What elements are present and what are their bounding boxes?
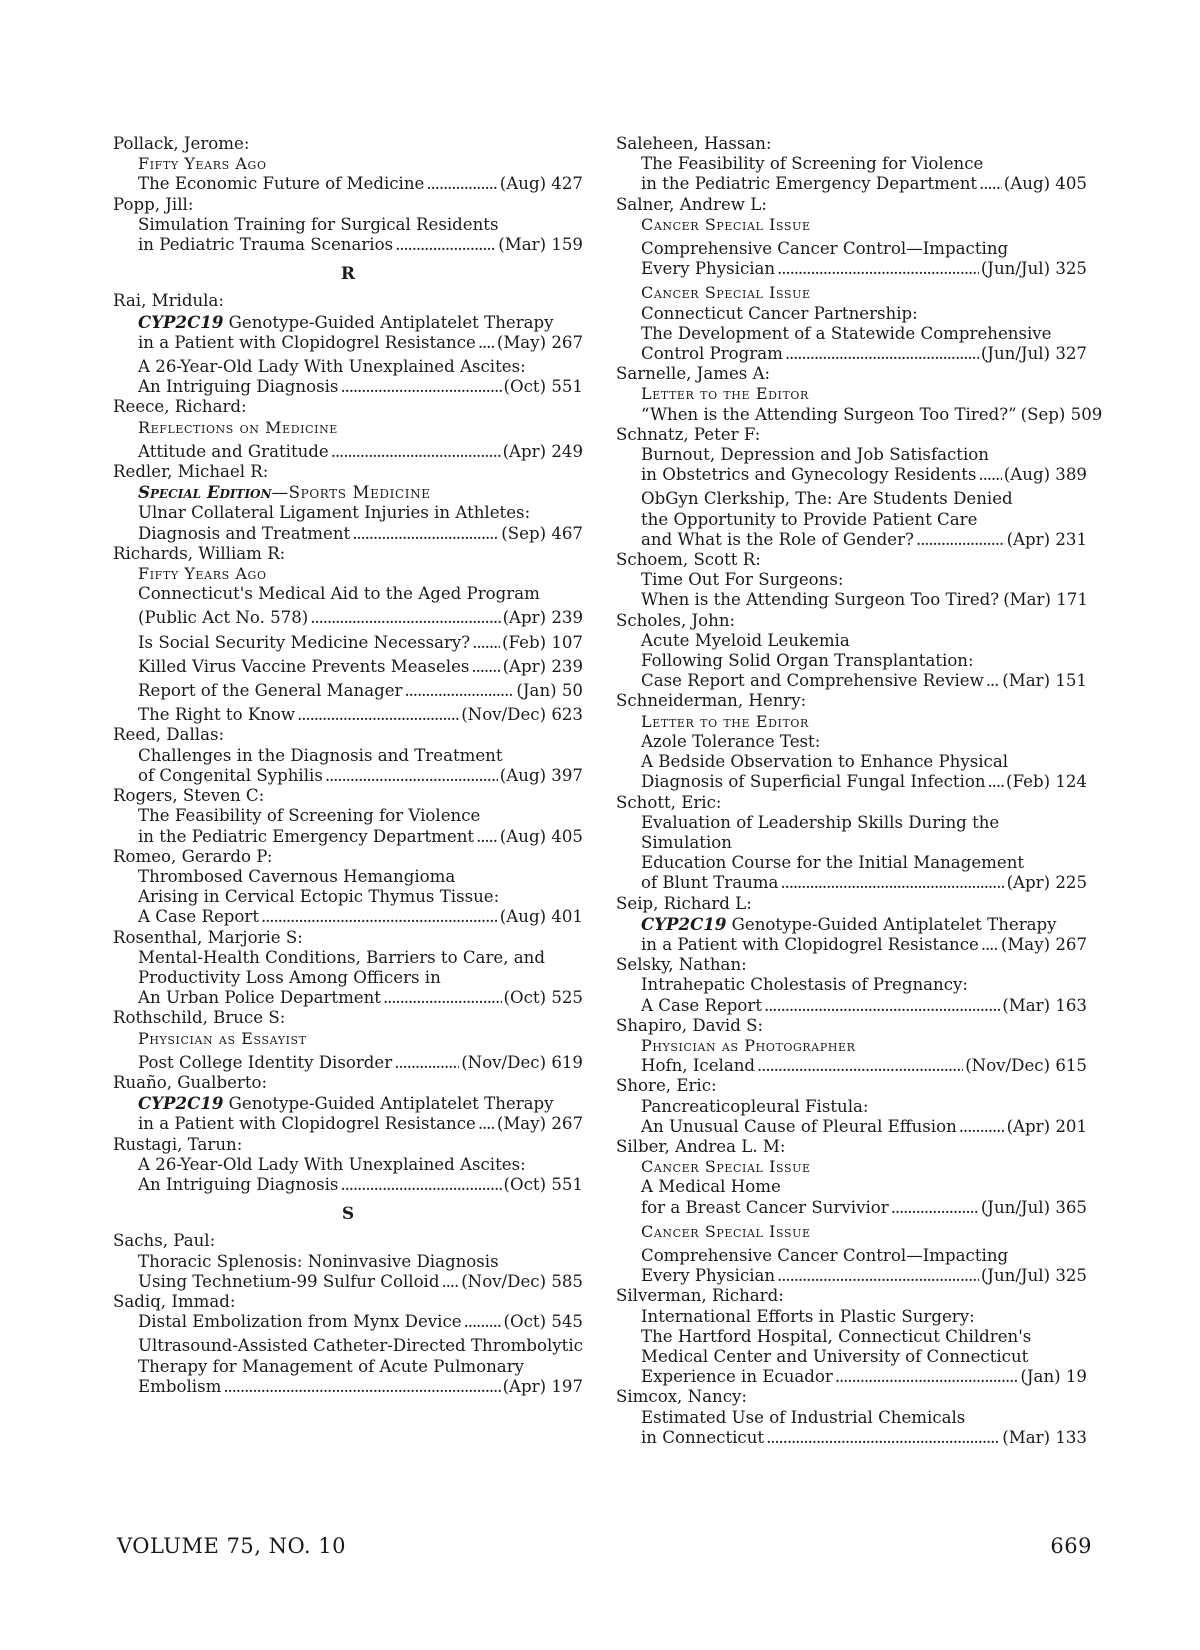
citation: (Oct) 551 (503, 1174, 583, 1194)
dot-leader (464, 1312, 502, 1332)
author-name: Salner, Andrew L: (616, 194, 767, 214)
entry-text: Comprehensive Cancer Control—Impacting (641, 239, 1009, 259)
author-name: Rai, Mridula: (113, 291, 224, 311)
dot-leader (978, 465, 1001, 485)
entry-title: (Public Act No. 578) (138, 608, 309, 628)
entry-title-line (113, 806, 583, 826)
entry-text: Productivity Loss Among Officers in (138, 967, 441, 987)
citation: (Feb) 124 (1006, 772, 1087, 792)
entry-title-line (616, 914, 1087, 935)
author-name: Schott, Eric: (616, 792, 722, 812)
entry-title-line (113, 887, 583, 907)
entry-title-line (113, 746, 583, 766)
index-column-right (616, 134, 1103, 1448)
section-label: Reflections on Medicine (138, 417, 338, 437)
entry-title-line (616, 570, 1087, 590)
dot-leader (959, 1117, 1005, 1137)
author-name: Schneiderman, Henry: (616, 691, 807, 711)
dot-leader (352, 524, 499, 544)
dot-leader (891, 1198, 979, 1218)
entry-title-line (113, 482, 583, 503)
entry-text: Evaluation of Leadership Skills During the Simulation (641, 812, 1000, 852)
citation: (Apr) 201 (1006, 1116, 1087, 1136)
section-label: Fifty Years Ago (138, 154, 267, 174)
entry-title-line (113, 1357, 583, 1377)
dot-leader (478, 333, 495, 353)
entry-title-line (616, 1177, 1087, 1197)
dot-leader (764, 996, 1000, 1016)
section-label: Cancer Special Issue (641, 1221, 811, 1241)
citation: (Apr) 239 (502, 656, 583, 676)
entry-title-line (616, 154, 1087, 174)
entry-text: Thrombosed Cavernous Hemangioma (138, 866, 456, 886)
entry-text: Comprehensive Cancer Control—Impacting (641, 1245, 1009, 1265)
page-number: 669 (1050, 1534, 1092, 1558)
entry-row (113, 235, 583, 255)
dot-leader (471, 657, 500, 677)
author-name: Ruaño, Gualberto: (113, 1072, 268, 1092)
section-label: Physician as Photographer (641, 1035, 856, 1055)
entry-text: Genotype-Guided Antiplatelet Therapy (223, 312, 554, 332)
entry-title-line (113, 503, 583, 523)
citation: (Nov/Dec) 615 (965, 1056, 1087, 1076)
author-name: Rogers, Steven C: (113, 786, 265, 806)
dot-leader (785, 344, 979, 364)
entry-text: The Feasibility of Screening for Violence (138, 806, 481, 826)
entry-text: International Efforts in Plastic Surgery: (641, 1306, 975, 1326)
citation: (Apr) 225 (1006, 873, 1087, 893)
entry-title: Every Physician (641, 1266, 776, 1286)
author-name: Richards, William R: (113, 543, 286, 563)
entry-title-line (616, 1307, 1087, 1327)
entry-title: Attitude and Gratitude (138, 441, 329, 461)
entry-title: Every Physician (641, 259, 776, 279)
author-name: Schoem, Scott R: (616, 550, 761, 570)
entry-title: in the Pediatric Emergency Department (138, 826, 475, 846)
entry-row (616, 1428, 1087, 1448)
entry-row (616, 1056, 1087, 1076)
entry-title: in a Patient with Clopidogrel Resistance (138, 332, 476, 352)
entry-row (113, 608, 583, 628)
entry-row (616, 671, 1087, 691)
entry-text: Therapy for Management of Acute Pulmonary (138, 1356, 525, 1376)
entry-row (616, 590, 1087, 610)
entry-title-line (616, 651, 1087, 671)
entry-text: Acute Myeloid Leukemia (641, 630, 850, 650)
citation: (Jan) 19 (1020, 1367, 1087, 1387)
entry-title-line (113, 584, 583, 604)
citation: (Jun/Jul) 325 (980, 259, 1087, 279)
dot-leader (310, 608, 500, 628)
citation: (Jun/Jul) 325 (980, 1266, 1087, 1286)
entry-title: for a Breast Cancer Survivior (641, 1197, 889, 1217)
author-name: Shapiro, David S: (616, 1015, 764, 1035)
entry-text: Ulnar Collateral Ligament Injuries in Athletes: (138, 503, 531, 523)
entry-row (616, 1117, 1087, 1137)
entry-text: Challenges in the Diagnosis and Treatment (138, 745, 503, 765)
citation: (Aug) 405 (499, 826, 583, 846)
entry-text: Burnout, Depression and Job Satisfaction (641, 445, 989, 465)
entry-title: A Case Report (138, 907, 259, 927)
author-name: Popp, Jill: (113, 194, 194, 214)
author-name: Reece, Richard: (113, 397, 247, 417)
entry-title-line (616, 1246, 1087, 1266)
citation: (Jun/Jul) 365 (980, 1197, 1087, 1217)
author-name: Seip, Richard L: (616, 893, 752, 913)
author-name: Silverman, Richard: (616, 1286, 784, 1306)
citation: (Mar) 159 (498, 235, 583, 255)
dot-leader (780, 873, 1004, 893)
entry-title-line (113, 1252, 583, 1272)
entry-title: Experience in Ecuador (641, 1367, 833, 1387)
entry-row (113, 705, 583, 725)
section-label: Cancer Special Issue (641, 1157, 811, 1177)
entry-row (616, 996, 1087, 1016)
dot-leader (383, 988, 502, 1008)
entry-title-line (113, 312, 583, 333)
author-name: Romeo, Gerardo P: (113, 846, 273, 866)
citation: (Mar) 133 (1002, 1427, 1087, 1447)
dot-leader (394, 1053, 459, 1073)
citation: (May) 267 (496, 1114, 583, 1134)
section-label: Letter to the Editor (641, 711, 809, 731)
citation: (Feb) 107 (502, 632, 583, 652)
entry-title: in the Pediatric Emergency Department (641, 174, 978, 194)
entry-row (113, 333, 583, 353)
citation: (Jun/Jul) 327 (980, 344, 1087, 364)
section-label: Letter to the Editor (641, 384, 809, 404)
entry-title: Is Social Security Medicine Necessary? (138, 632, 471, 652)
citation: (Aug) 397 (499, 765, 583, 785)
dot-leader (325, 766, 498, 786)
letter-heading: S (341, 1204, 355, 1225)
citation: (Nov/Dec) 585 (461, 1271, 583, 1291)
entry-title-line (616, 813, 1087, 853)
citation: (Oct) 551 (503, 377, 583, 397)
entry-title: in Connecticut (641, 1427, 765, 1447)
entry-row (113, 1053, 583, 1073)
dot-leader (979, 174, 1002, 194)
entry-text: Simulation Training for Surgical Residents (138, 214, 499, 234)
dot-leader (472, 633, 500, 653)
entry-text: ObGyn Clerkship, The: Are Students Denied (641, 489, 1013, 509)
entry-text: the Opportunity to Provide Patient Care (641, 509, 978, 529)
dot-leader (426, 174, 497, 194)
entry-title-line (113, 215, 583, 235)
entry-title: Diagnosis of Superficial Fungal Infection (641, 772, 986, 792)
author-name: Saleheen, Hassan: (616, 134, 772, 153)
entry-title-line (616, 853, 1087, 873)
citation: (Mar) 163 (1002, 995, 1087, 1015)
entry-row (113, 442, 583, 462)
entry-text: Thoracic Splenosis: Noninvasive Diagnosis (138, 1251, 499, 1271)
entry-row (616, 344, 1087, 364)
emphasis-text: CYP2C19 (138, 1093, 224, 1114)
entry-text: Time Out For Surgeons: (641, 570, 844, 590)
citation: (Aug) 401 (499, 907, 583, 927)
entry-text: A Medical Home (641, 1177, 781, 1197)
entry-text: Estimated Use of Industrial Chemicals (641, 1407, 966, 1427)
entry-row (616, 772, 1087, 792)
citation: (Aug) 389 (1003, 465, 1087, 485)
dot-leader (442, 1272, 460, 1292)
entry-title-line (616, 975, 1087, 995)
entry-title: Control Program (641, 344, 783, 364)
citation: (Apr) 249 (502, 441, 583, 461)
citation: (Jan) 50 (516, 681, 583, 701)
citation: (Aug) 405 (1003, 174, 1087, 194)
entry-title-line (616, 239, 1087, 259)
dot-leader (395, 235, 496, 255)
entry-title: An Intriguing Diagnosis (138, 377, 339, 397)
entry-text: Ultrasound-Assisted Catheter-Directed Thrombolytic (138, 1336, 583, 1356)
entry-title: The Right to Know (138, 705, 296, 725)
entry-title-line (616, 631, 1087, 651)
entry-text: —Sports Medicine (271, 483, 431, 503)
section-label: Cancer Special Issue (641, 283, 811, 303)
entry-title-line (113, 867, 583, 887)
author-name: Silber, Andrea L. M: (616, 1136, 786, 1156)
entry-row (113, 827, 583, 847)
entry-text: A 26-Year-Old Lady With Unexplained Ascites: (138, 1154, 526, 1174)
entry-row (113, 681, 583, 701)
author-name: Schnatz, Peter F: (616, 424, 761, 444)
entry-row (616, 259, 1087, 279)
author-name: Scholes, John: (616, 610, 736, 630)
citation: (Nov/Dec) 623 (461, 705, 583, 725)
entry-text: A 26-Year-Old Lady With Unexplained Ascites: (138, 357, 526, 377)
entry-row (616, 1266, 1087, 1286)
citation: (Nov/Dec) 619 (461, 1052, 583, 1072)
entry-title: Case Report and Comprehensive Review (641, 671, 984, 691)
entry-row (616, 873, 1087, 893)
citation: (Oct) 545 (503, 1312, 583, 1332)
entry-title-line (616, 489, 1087, 509)
citation: (Mar) 171 (1003, 590, 1088, 610)
entry-title: of Congenital Syphilis (138, 765, 323, 785)
entry-title-line (616, 1408, 1087, 1428)
dot-leader (340, 1175, 501, 1195)
author-name: Rustagi, Tarun: (113, 1134, 243, 1154)
entry-title-line (113, 948, 583, 968)
entry-title: An Unusual Cause of Pleural Effusion (641, 1116, 957, 1136)
entry-title-line (616, 1327, 1087, 1347)
citation: (Sep) 467 (501, 523, 583, 543)
citation: (Apr) 197 (502, 1376, 583, 1396)
entry-text: Connecticut Cancer Partnership: (641, 303, 918, 323)
entry-text: Mental-Health Conditions, Barriers to Care, and (138, 947, 545, 967)
entry-title-line (616, 304, 1087, 324)
entry-row (113, 1377, 583, 1397)
entry-title: Hofn, Iceland (641, 1056, 756, 1076)
index-column-left (113, 134, 583, 1397)
entry-title: Killed Virus Vaccine Prevents Measeles (138, 656, 470, 676)
author-name: Rothschild, Bruce S: (113, 1008, 286, 1028)
entry-row (113, 907, 583, 927)
entry-text: Genotype-Guided Antiplatelet Therapy (223, 1094, 554, 1114)
entry-row (113, 174, 583, 194)
dot-leader (766, 1428, 1000, 1448)
author-name: Rosenthal, Marjorie S: (113, 927, 303, 947)
entry-title: in a Patient with Clopidogrel Resistance (641, 934, 979, 954)
entry-title: in Pediatric Trauma Scenarios (138, 235, 394, 255)
dot-leader (916, 530, 1005, 550)
entry-title-line (113, 1336, 583, 1356)
author-name: Simcox, Nancy: (616, 1387, 747, 1407)
dot-leader (757, 1056, 963, 1076)
entry-title: Embolism (138, 1376, 222, 1396)
dot-leader (986, 671, 1001, 691)
entry-row (113, 988, 583, 1008)
entry-text: Connecticut's Medical Aid to the Aged Program (138, 584, 540, 604)
entry-row (113, 1272, 583, 1292)
dot-leader (478, 1114, 495, 1134)
dot-leader (223, 1377, 500, 1397)
entry-text: Intrahepatic Cholestasis of Pregnancy: (641, 975, 968, 995)
citation: (May) 267 (1000, 934, 1087, 954)
entry-row (616, 935, 1087, 955)
entry-title-line (616, 1347, 1087, 1367)
author-name: Selsky, Nathan: (616, 955, 747, 975)
entry-title: Report of the General Manager (138, 681, 403, 701)
dot-leader (981, 935, 999, 955)
dot-leader (297, 705, 459, 725)
entry-title-line (616, 445, 1087, 465)
entry-text: A Bedside Observation to Enhance Physical (641, 752, 1009, 772)
entry-text: Genotype-Guided Antiplatelet Therapy (726, 914, 1057, 934)
entry-title-line (113, 1155, 583, 1175)
author-name: Sarnelle, James A: (616, 364, 771, 384)
entry-row (113, 1114, 583, 1134)
dot-leader (835, 1367, 1019, 1387)
dot-leader (261, 907, 498, 927)
entry-row (113, 1175, 583, 1195)
citation: (Aug) 427 (499, 174, 583, 194)
entry-title: Post College Identity Disorder (138, 1052, 393, 1072)
entry-title: “When is the Attending Surgeon Too Tired?” (641, 404, 1017, 424)
section-label: Fifty Years Ago (138, 564, 267, 584)
citation: (May) 267 (496, 332, 583, 352)
section-label: Cancer Special Issue (641, 214, 811, 234)
emphasis-text: CYP2C19 (641, 913, 727, 934)
dot-leader (988, 772, 1005, 792)
author-name: Sachs, Paul: (113, 1231, 216, 1251)
entry-title: An Urban Police Department (138, 988, 381, 1008)
entry-row (113, 657, 583, 677)
dot-leader (476, 827, 498, 847)
dot-leader (777, 259, 979, 279)
dot-leader (331, 442, 501, 462)
entry-text: The Hartford Hospital, Connecticut Children's (641, 1326, 1032, 1346)
entry-title: in Obstetrics and Gynecology Residents (641, 465, 977, 485)
author-name: Redler, Michael R: (113, 462, 269, 482)
entry-text: Education Course for the Initial Management (641, 853, 1025, 873)
section-label: Physician as Essayist (138, 1028, 307, 1048)
entry-title: in a Patient with Clopidogrel Resistance (138, 1114, 476, 1134)
entry-text: The Development of a Statewide Comprehensive (641, 323, 1052, 343)
citation: (Apr) 231 (1006, 529, 1087, 549)
entry-title-line (616, 732, 1087, 752)
entry-row (616, 1367, 1087, 1387)
entry-row (616, 1198, 1087, 1218)
letter-heading: R (340, 264, 356, 285)
citation: (Oct) 525 (503, 988, 583, 1008)
entry-row (113, 766, 583, 786)
entry-text: Arising in Cervical Ectopic Thymus Tissue: (138, 887, 500, 907)
entry-title-line (113, 968, 583, 988)
entry-title: and What is the Role of Gender? (641, 529, 914, 549)
entry-title-line (616, 324, 1087, 344)
entry-title-line (113, 357, 583, 377)
entry-row (616, 530, 1087, 550)
dot-leader (777, 1266, 979, 1286)
entry-row (113, 377, 583, 397)
entry-title-line (616, 1097, 1087, 1117)
entry-row (616, 174, 1087, 194)
author-name: Shore, Eric: (616, 1076, 717, 1096)
entry-title: of Blunt Trauma (641, 873, 779, 893)
dot-leader (405, 681, 515, 701)
entry-title-line (616, 510, 1087, 530)
entry-title: When is the Attending Surgeon Too Tired? (641, 590, 1000, 610)
entry-title: Diagnosis and Treatment (138, 523, 351, 543)
entry-row (616, 465, 1087, 485)
entry-text: Medical Center and University of Connecticut (641, 1346, 1029, 1366)
citation: (Mar) 151 (1002, 671, 1087, 691)
entry-text: Pancreaticopleural Fistula: (641, 1096, 869, 1116)
emphasis-text: CYP2C19 (138, 311, 224, 332)
entry-title: Using Technetium-99 Sulfur Colloid (138, 1271, 440, 1291)
entry-text: Azole Tolerance Test: (641, 731, 821, 751)
entry-row (113, 524, 583, 544)
entry-title: A Case Report (641, 995, 762, 1015)
author-name: Sadiq, Immad: (113, 1291, 236, 1311)
entry-row (113, 1312, 583, 1332)
emphasis-text: Special Edition (138, 482, 272, 503)
entry-row (113, 633, 583, 653)
author-name: Pollack, Jerome: (113, 134, 250, 153)
author-name: Reed, Dallas: (113, 725, 225, 745)
entry-title: The Economic Future of Medicine (138, 174, 425, 194)
citation: (Sep) 509 (1020, 404, 1103, 424)
entry-title: An Intriguing Diagnosis (138, 1174, 339, 1194)
entry-title-line (616, 752, 1087, 772)
entry-row (616, 404, 1103, 425)
entry-text: The Feasibility of Screening for Violence (641, 154, 984, 174)
citation: (Apr) 239 (502, 608, 583, 628)
dot-leader (340, 377, 501, 397)
entry-title-line (113, 1093, 583, 1114)
entry-title: Distal Embolization from Mynx Device (138, 1312, 462, 1332)
volume-label: VOLUME 75, NO. 10 (117, 1534, 347, 1558)
entry-text: Following Solid Organ Transplantation: (641, 651, 974, 671)
